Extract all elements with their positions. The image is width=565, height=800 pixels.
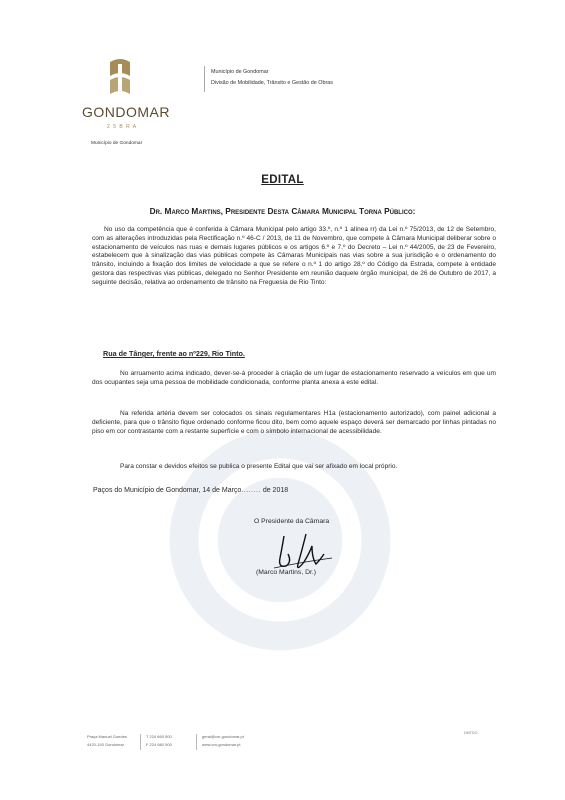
footer-website[interactable]: www.cm-gondomar.pt	[202, 741, 241, 747]
footer-phones	[146, 733, 172, 748]
paragraph-signage: Na referida artéria devem ser colocados os sinais regulamentares H1a (estacionamento autorizado), com painel adicional a deficiente, para que o trânsito fique ordenado conforme ficou dito, bem como aquele espaço deverá ser demarcado por linhas pintadas no piso em cor contrastante com a restante superfície e com o símbolo internacional de acessibilidade.	[92, 410, 496, 435]
footer-address-line1: Praça Manuel Guedes	[87, 734, 127, 739]
date-year: de 2018	[262, 487, 289, 494]
date-dots: ........	[241, 487, 261, 494]
logo-caption: Município de Gondomar	[91, 141, 143, 146]
footer-contacts	[202, 733, 244, 748]
gondomar-logo-icon	[100, 56, 140, 104]
header-org-name: Município de Gondomar	[211, 69, 269, 75]
signing-date-line	[93, 487, 288, 494]
street-location: Rua de Tânger, frente ao nº229, Rio Tinto.	[103, 349, 245, 358]
logo-wordmark: GONDOMAR	[82, 104, 170, 120]
footer-address-line2: 4420-193 Gondomar	[87, 741, 124, 747]
footer-address	[87, 733, 127, 748]
footer-fax: F 224 660 500	[146, 741, 172, 747]
date-day: 14	[202, 487, 211, 494]
footer-email[interactable]: geral@cm-gondomar.pt	[202, 734, 244, 739]
footer-reference: DMTGO	[464, 731, 478, 735]
logo-tagline: 2 5 B R A	[107, 124, 138, 130]
document-subtitle: Dr. Marco Martins, Presidente Desta Câmara Municipal Torna Público:	[149, 206, 416, 216]
footer-divider	[196, 734, 197, 750]
signer-role: O Presidente da Câmara	[254, 518, 330, 525]
header-division-name: Divisão de Mobilidade, Trânsito e Gestão de Obras	[211, 80, 333, 86]
footer-phone: T 224 660 500	[146, 734, 172, 739]
header-divider	[204, 66, 205, 92]
footer-divider	[140, 734, 141, 750]
paragraph-publication: Para constar e devidos efeitos se publica o presente Edital que vai ser afixado em local próprio.	[120, 463, 398, 470]
document-title: EDITAL	[261, 174, 304, 186]
paragraph-parking-spot: No arruamento acima indicado, dever-se-á proceder à criação de um lugar de estacionamento reservado a veículos em que um dos ocupantes seja uma pessoa de mobilidade condicionada, conforme planta anexa a este edital.	[92, 370, 496, 386]
date-place: Paços do Município de Gondomar,	[93, 487, 201, 494]
signer-name: (Marco Martins, Dr.)	[256, 569, 317, 576]
date-month: Março	[221, 487, 242, 494]
paragraph-legal-basis: No uso da competência que é conferida à Câmara Municipal pelo artigo 33.º, n.º 1 alínea rr) da Lei n.º 75/2013, de 12 de Setembro, com as alterações introduzidas pela Rectificação n.º 46-C / 2013, de 11 de Novembro, que compete à Câmara Municipal deliberar sobre o estacionamento de veículos nas ruas e demais lugares públicos e os artigos 6.º e 7.º do Decreto – Lei n.º 44/2005, de 23 de Fevereiro, estabelecem que à sinalização das vias públicas compete às Câmaras Municipais nas vias sobre a sua jurisdição e o ordenamento do trânsito, incluindo a fixação dos limites de velocidade a que se refere o n.º 1 do artigo 28.º do Código da Estrada, compete à entidade gestora das respectivas vias públicas, delegado no Senhor Presidente em reunião daquele órgão municipal, de 26 de Outubro de 2017, a seguinte decisão, relativa ao ordenamento de trânsito na Freguesia de Rio Tinto:	[92, 226, 496, 286]
date-de: de	[212, 487, 220, 494]
